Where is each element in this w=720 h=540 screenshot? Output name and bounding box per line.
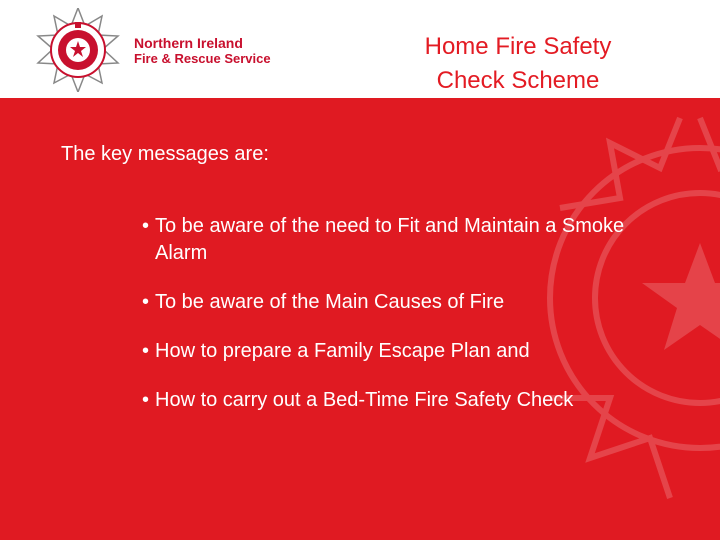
list-item [142, 387, 662, 414]
bullet-marker: • [142, 291, 150, 313]
list-item [142, 213, 662, 267]
key-messages-list [142, 213, 662, 436]
bullet-marker: • [142, 389, 150, 411]
brand-line-1: Northern Ireland [134, 35, 243, 51]
brand-line-2: Fire & Rescue Service [134, 51, 271, 66]
list-item-text: To be aware of the need to Fit and Maintain a Smoke Alarm [155, 215, 625, 264]
list-item [142, 338, 662, 365]
list-item-text: To be aware of the Main Causes of Fire [155, 291, 505, 313]
title-line-1: Home Fire Safety [424, 33, 612, 60]
header-bar [0, 0, 720, 98]
organisation-name [134, 36, 271, 66]
list-item [142, 289, 662, 316]
fire-service-crest-icon [36, 8, 120, 92]
slide-body [0, 98, 720, 540]
list-item-text: How to carry out a Bed-Time Fire Safety Check [155, 389, 574, 411]
bullet-marker: • [142, 340, 150, 362]
list-item-text: How to prepare a Family Escape Plan and [155, 340, 530, 362]
bullet-marker: • [142, 215, 150, 237]
intro-text: The key messages are: [61, 143, 269, 165]
slide-title [388, 30, 648, 98]
title-line-2: Check Scheme [436, 67, 600, 94]
